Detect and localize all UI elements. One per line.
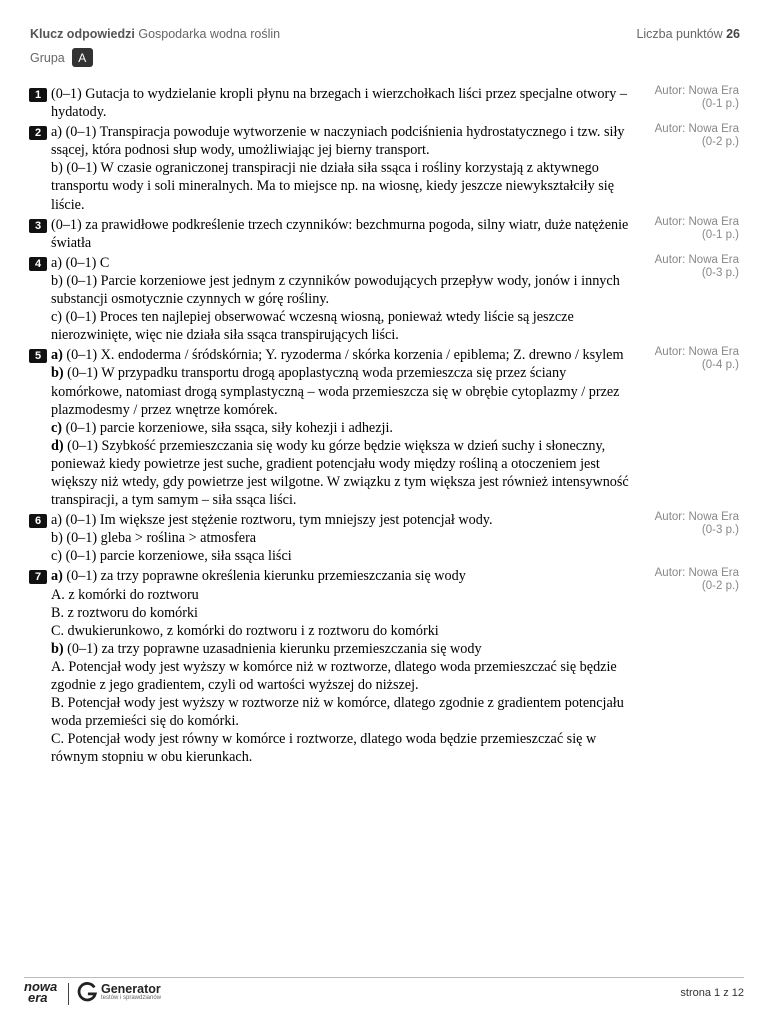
answer-line xyxy=(51,85,639,121)
question-meta xyxy=(655,254,739,280)
answer-line xyxy=(51,437,639,509)
question-number-badge: 4 xyxy=(29,257,47,271)
doc-title: Gospodarka wodna roślin xyxy=(138,27,281,41)
sub-question-label: a) xyxy=(51,568,63,585)
answer-line-text: (0–1) parcie korzeniowe, siła ssąca, siły kohezji i adhezji. xyxy=(62,419,393,436)
answer-line xyxy=(51,604,639,622)
author-label: Autor: Nowa Era xyxy=(654,85,739,97)
points-label: Liczba punktów xyxy=(636,27,723,41)
page-number: strona 1 z 12 xyxy=(680,987,744,999)
author-label: Autor: Nowa Era xyxy=(654,215,739,228)
answer-line-text: C. dwukierunkowo, z komórki do roztworu i z roztworu do komórki xyxy=(51,622,439,639)
question-meta xyxy=(655,346,739,372)
sub-question-label: b) xyxy=(51,640,64,657)
answer-item xyxy=(29,254,741,344)
question-meta xyxy=(655,123,739,149)
question-number-badge: 5 xyxy=(29,349,47,363)
answer-line-text: b) (0–1) Parcie korzeniowe jest jednym z czynników powodujących przepływ wody, jonów i innych substancji osmotycznie czynnych w górę rośliny. xyxy=(51,272,620,308)
question-number-badge: 3 xyxy=(29,219,47,233)
author-label: Autor: Nowa Era xyxy=(654,567,739,580)
answer-line-text: (0–1) za trzy poprawne określenia kierunku przemieszczania się wody xyxy=(62,568,466,585)
answer-item xyxy=(29,123,741,213)
points-range: (0-2 p.) xyxy=(701,136,739,149)
question-number-badge: 7 xyxy=(29,570,47,584)
question-number-badge: 6 xyxy=(29,514,47,528)
points-value: 26 xyxy=(726,27,740,41)
generator-logo xyxy=(76,981,161,1003)
points-range: (0-1 p.) xyxy=(701,98,739,110)
answer-line xyxy=(51,364,639,418)
question-meta xyxy=(655,216,739,242)
question-meta xyxy=(655,85,739,111)
author-label: Autor: Nowa Era xyxy=(654,511,739,524)
footer-divider xyxy=(24,977,744,978)
answer-line-text: c) (0–1) parcie korzeniowe, siła ssąca liści xyxy=(51,548,292,565)
question-meta xyxy=(655,511,739,537)
answer-list xyxy=(29,85,741,766)
points-range: (0-3 p.) xyxy=(701,524,739,537)
group-badge: A xyxy=(72,48,93,67)
sub-question-label: a) xyxy=(51,347,63,364)
page-footer xyxy=(24,981,744,1007)
answer-line-text: B. z roztworu do komórki xyxy=(51,604,198,621)
answer-line xyxy=(51,658,639,694)
answer-item xyxy=(29,567,741,766)
logo-nowa-text: nowa xyxy=(24,979,58,994)
answer-line xyxy=(51,547,639,565)
sub-question-label: d) xyxy=(51,437,64,454)
generator-subtitle: testów i sprawdzianów xyxy=(101,994,162,1001)
answer-line xyxy=(51,308,639,344)
answer-line xyxy=(51,640,639,658)
answer-line xyxy=(51,622,639,640)
page-header xyxy=(30,27,740,41)
answer-text xyxy=(51,511,639,565)
answer-line xyxy=(51,419,639,437)
answer-line xyxy=(51,730,639,766)
answer-line-text: a) (0–1) C xyxy=(51,254,110,271)
answer-line-text: A. z komórki do roztworu xyxy=(51,586,199,603)
generator-title: Generator xyxy=(101,981,161,996)
question-meta xyxy=(655,567,739,593)
answer-line-text: b) (0–1) gleba > roślina > atmosfera xyxy=(51,530,257,547)
sub-question-label: c) xyxy=(51,419,63,436)
answer-line xyxy=(51,216,639,252)
answer-text xyxy=(51,567,639,766)
points-range: (0-4 p.) xyxy=(701,359,739,372)
answer-line-text: a) (0–1) Im większe jest stężenie roztworu, tym mniejszy jest potencjał wody. xyxy=(51,512,493,529)
answer-line-text: (0–1) Szybkość przemieszczania się wody ku górze będzie większa w dzień suchy i słoneczny, ponieważ kiedy powietrze jest suche, gradient potencjału wody między rośliną a otoczeniem jest większy niż wtedy, gdy powietrze jest wilgotne. W związku z tym większa jest również intensywność transpiracji, a tym samym – siła ssąca liści. xyxy=(51,437,629,509)
answer-line-text: B. Potencjał wody jest wyższy w roztworze niż w komórce, dlatego zgodnie z gradientem potencjału woda przemieści się do komórki. xyxy=(51,695,624,730)
answer-line-text: c) (0–1) Proces ten najlepiej obserwować wczesną wiosną, ponieważ wtedy liście są jeszcze nierozwinięte, więc nie działa siła ssąca transpirujących liści. xyxy=(51,309,574,344)
nowa-era-logo xyxy=(24,981,57,1003)
answer-line-text: b) (0–1) W czasie ograniczonej transpiracji nie działa siła ssąca i rośliny korzystają z aktywnego transportu wody i soli mineralnych. Ma to miejsce np. na wiosnę, kiedy jeszcze niewykształciły się liście. xyxy=(51,160,615,213)
answer-text xyxy=(51,216,639,252)
answer-line xyxy=(51,567,639,585)
points-total xyxy=(636,27,740,41)
question-number-badge: 2 xyxy=(29,126,47,140)
answer-line-text: (0–1) W przypadku transportu drogą apoplastyczną woda przemieszcza się przez ściany komórkowe, natomiast drogą symplastyczną – woda przemieszcza się w obrębie cytoplazmy / przez plazmodesmy / przez wnętrze komórek. xyxy=(51,365,620,418)
answer-line-text: a) (0–1) Transpiracja powoduje wytworzenie w naczyniach podciśnienia hydrostatycznego i tzw. siły ssącej, która podnosi słup wody, umożliwiając jej bierny transport. xyxy=(51,124,625,159)
answer-line xyxy=(51,123,639,159)
group-label: Grupa xyxy=(30,50,65,65)
points-range: (0-3 p.) xyxy=(701,266,739,279)
answer-line-text: (0–1) za trzy poprawne uzasadnienia kierunku przemieszczania się wody xyxy=(63,640,482,657)
answer-text xyxy=(51,254,639,344)
generator-g-icon xyxy=(76,981,98,1003)
answer-item xyxy=(29,511,741,565)
answer-line-text: (0–1) za prawidłowe podkreślenie trzech czynników: bezchmurna pogoda, silny wiatr, duże natężenie światła xyxy=(51,216,629,251)
answer-line-text: (0–1) Gutacja to wydzielanie kropli płynu na brzegach i wierzchołkach liści przez specjalne otwory – hydatody. xyxy=(51,86,627,121)
answer-line xyxy=(51,159,639,213)
answer-line xyxy=(51,586,639,604)
answer-line xyxy=(51,346,639,364)
answer-text xyxy=(51,85,639,121)
answer-line xyxy=(51,272,639,308)
logo-era-text: era xyxy=(28,990,48,1005)
answer-line-text: C. Potencjał wody jest równy w komórce i roztworze, dlatego woda będzie przemieszczać się w równym stopniu w obu kierunkach. xyxy=(51,731,597,766)
answer-line xyxy=(51,254,639,272)
author-label: Autor: Nowa Era xyxy=(654,346,739,359)
author-label: Autor: Nowa Era xyxy=(654,123,739,136)
sub-question-label: b) xyxy=(51,365,64,382)
answer-line-text: (0–1) X. endoderma / śródskórnia; Y. ryzoderma / skórka korzenia / epiblema; Z. drewno / ksylem xyxy=(62,347,624,364)
points-range: (0-1 p.) xyxy=(701,228,739,241)
answer-item xyxy=(29,346,741,509)
answer-item xyxy=(29,85,741,121)
answer-item xyxy=(29,216,741,252)
answer-line xyxy=(51,694,639,730)
answer-line xyxy=(51,529,639,547)
points-range: (0-2 p.) xyxy=(701,580,739,593)
logo-separator xyxy=(68,983,69,1005)
question-number-badge: 1 xyxy=(29,88,47,102)
answer-text xyxy=(51,123,639,213)
answer-text xyxy=(51,346,639,509)
answer-line-text: A. Potencjał wody jest wyższy w komórce niż w roztworze, dlatego woda przemieszczać się będzie zgodnie z jego gradientem, czyli od wartości wyższej do niższej. xyxy=(51,658,617,693)
doc-title-strong: Klucz odpowiedzi xyxy=(30,27,135,41)
answer-line xyxy=(51,511,639,529)
author-label: Autor: Nowa Era xyxy=(654,253,739,266)
group-indicator xyxy=(30,48,93,67)
